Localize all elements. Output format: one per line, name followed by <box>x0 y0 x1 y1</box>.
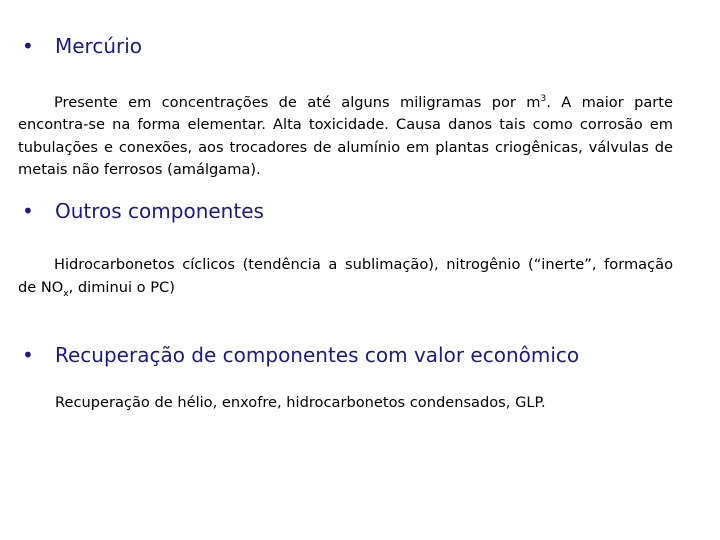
bullet-icon: • <box>22 343 34 367</box>
section-paragraph: Presente em concentrações de até alguns miligramas por $m^3$. A maior parte encontra-se na forma elementar. Alta toxicidade. Causa danos tais como corrosão em tubulações e conexões, aos trocadores de alumínio em plantas criogênicas, válvulas de metais não ferrosos (amálgama). <box>18 93 673 179</box>
bullet-icon: • <box>22 199 34 223</box>
section-recuperacao <box>0 340 720 370</box>
bullet-icon: • <box>22 34 34 58</box>
section-heading: Mercúrio <box>55 34 143 58</box>
section-paragraph: Recuperação de hélio, enxofre, hidrocarbonetos condensados, GLP. <box>55 394 546 411</box>
subscript: x <box>63 288 69 299</box>
superscript: 3 <box>540 94 547 104</box>
section-heading: Recuperação de componentes com valor econômico <box>55 343 580 367</box>
section-mercurio <box>0 31 720 61</box>
section-heading: Outros componentes <box>55 199 264 223</box>
section-paragraph: Hidrocarbonetos cíclicos (tendência a sublimação), nitrogênio (“inerte”, formação de $NO_x$, diminui o PC) <box>18 256 673 299</box>
section-outros-componentes <box>0 196 720 226</box>
